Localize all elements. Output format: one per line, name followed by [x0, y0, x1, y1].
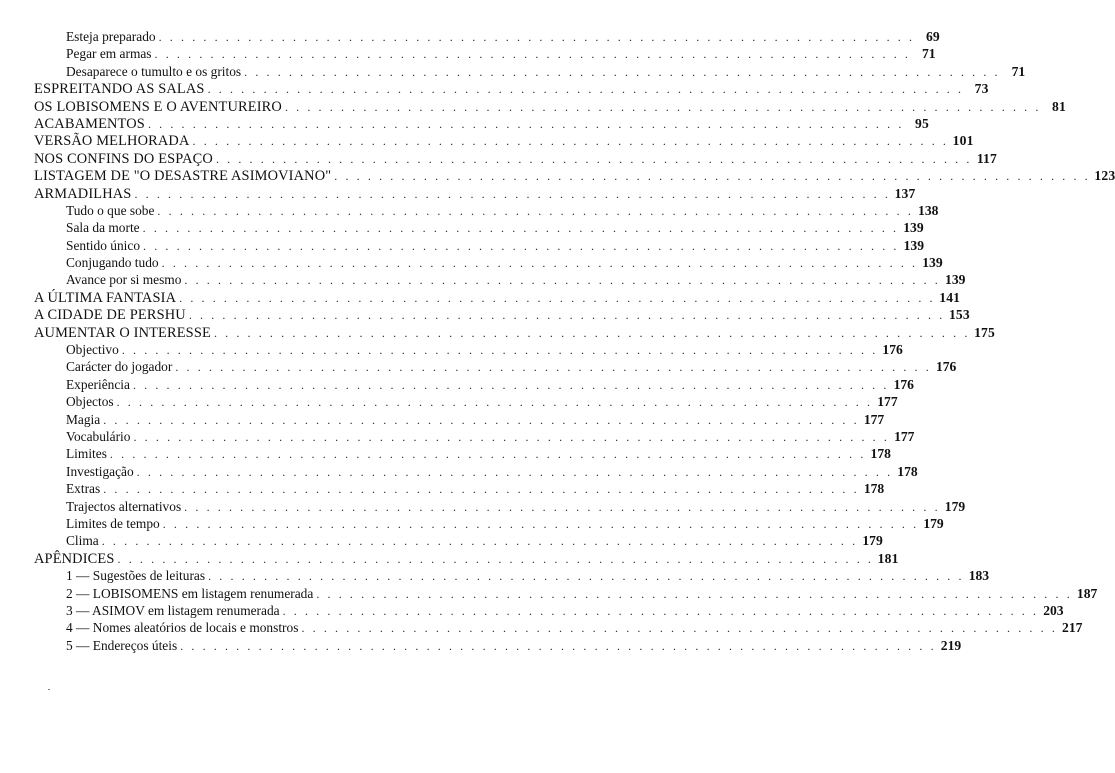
toc-page-number: 117	[976, 150, 997, 166]
toc-section-entry	[34, 585, 1098, 602]
toc-page-number: 141	[939, 289, 961, 305]
toc-dot-leader: . . . . . . . . . . . . . . . . . . . . . . . . . . . . . . . . . . . . . . . . . . . . . . . . . . . . . . . . . . . . . . . . . . . .	[180, 638, 937, 653]
toc-section-entry	[34, 445, 891, 462]
toc-entry-title: Objectos	[66, 394, 114, 410]
toc-entry-title: Investigação	[66, 463, 134, 479]
toc-section-entry	[34, 271, 966, 288]
toc-dot-leader: . . . . . . . . . . . . . . . . . . . . . . . . . . . . . . . . . . . . . . . . . . . . . . . . . . . . . . . . . . . . . . . . . . . .	[103, 412, 860, 427]
toc-dot-leader: . . . . . . . . . . . . . . . . . . . . . . . . . . . . . . . . . . . . . . . . . . . . . . . . . . . . . . . . . . . . . . . . . . . .	[136, 464, 893, 479]
toc-entry-title: Tudo o que sobe	[66, 202, 155, 218]
toc-page-number: 177	[894, 428, 915, 444]
toc-page-number: 178	[863, 481, 885, 497]
toc-page-number: 73	[974, 81, 989, 97]
toc-section-entry	[34, 376, 914, 393]
toc-section-entry	[34, 428, 915, 445]
toc-entry-title: Experiência	[66, 376, 130, 392]
toc-section-entry	[34, 480, 885, 497]
toc-dot-leader: . . . . . . . . . . . . . . . . . . . . . . . . . . . . . . . . . . . . . . . . . . . . . . . . . . . . . . . . . . . . . . . . . . . .	[316, 586, 1073, 601]
toc-page-number: 176	[893, 376, 914, 392]
toc-dot-leader: . . . . . . . . . . . . . . . . . . . . . . . . . . . . . . . . . . . . . . . . . . . . . . . . . . . . . . . . . . . . . . . . . . . .	[117, 551, 874, 566]
toc-chapter-entry	[34, 115, 929, 132]
toc-entry-title: LISTAGEM DE "O DESASTRE ASIMOVIANO"	[34, 168, 332, 185]
toc-entry-title: VERSÃO MELHORADA	[34, 133, 190, 150]
toc-dot-leader: . . . . . . . . . . . . . . . . . . . . . . . . . . . . . . . . . . . . . . . . . . . . . . . . . . . . . . . . . . . . . . . . . . . .	[175, 360, 932, 375]
toc-section-entry	[34, 237, 925, 254]
toc-dot-leader: . . . . . . . . . . . . . . . . . . . . . . . . . . . . . . . . . . . . . . . . . . . . . . . . . . . . . . . . . . . . . . . . . . . .	[116, 395, 873, 410]
toc-dot-leader: . . . . . . . . . . . . . . . . . . . . . . . . . . . . . . . . . . . . . . . . . . . . . . . . . . . . . . . . . . . . . . . . . . . .	[188, 308, 945, 323]
toc-dot-leader: . . . . . . . . . . . . . . . . . . . . . . . . . . . . . . . . . . . . . . . . . . . . . . . . . . . . . . . . . . . . . . . . . . . .	[301, 621, 1058, 636]
toc-entry-title: 4 — Nomes aleatórios de locais e monstros	[66, 620, 299, 636]
toc-dot-leader: . . . . . . . . . . . . . . . . . . . . . . . . . . . . . . . . . . . . . . . . . . . . . . . . . . . . . . . . . . . . . . . . . . . .	[132, 377, 889, 392]
toc-dot-leader: . . . . . . . . . . . . . . . . . . . . . . . . . . . . . . . . . . . . . . . . . . . . . . . . . . . . . . . . . . . . . . . . . . . .	[282, 603, 1039, 618]
toc-section-entry	[34, 202, 939, 219]
toc-dot-leader: . . . . . . . . . . . . . . . . . . . . . . . . . . . . . . . . . . . . . . . . . . . . . . . . . . . . . . . . . . . . . . . . . . . .	[244, 64, 1001, 79]
toc-dot-leader: . . . . . . . . . . . . . . . . . . . . . . . . . . . . . . . . . . . . . . . . . . . . . . . . . . . . . . . . . . . . . . . . . . . .	[162, 516, 919, 531]
toc-entry-title: ARMADILHAS	[34, 185, 132, 202]
toc-section-entry	[34, 45, 936, 62]
toc-dot-leader: . . . . . . . . . . . . . . . . . . . . . . . . . . . . . . . . . . . . . . . . . . . . . . . . . . . . . . . . . . . . . . . . . . . .	[158, 30, 915, 44]
toc-page-number: 139	[922, 255, 943, 271]
toc-page-number: 71	[921, 46, 936, 62]
toc-page-number: 176	[935, 359, 957, 375]
toc-entry-title: Magia	[66, 411, 101, 427]
toc-dot-leader: . . . . . . . . . . . . . . . . . . . . . . . . . . . . . . . . . . . . . . . . . . . . . . . . . . . . . . . . . . . . . . . . . . . .	[213, 325, 970, 340]
toc-dot-leader: . . . . . . . . . . . . . . . . . . . . . . . . . . . . . . . . . . . . . . . . . . . . . . . . . . . . . . . . . . . . . . . . . . . .	[134, 186, 891, 201]
toc-section-entry	[34, 602, 1064, 619]
toc-section-entry	[34, 567, 990, 584]
toc-chapter-entry	[34, 80, 989, 98]
toc-page-number: 181	[877, 550, 899, 566]
toc-page-number: 217	[1062, 620, 1083, 636]
toc-entry-title: Carácter do jogador	[66, 359, 173, 375]
toc-section-entry	[34, 515, 944, 532]
page-speck	[48, 689, 50, 690]
toc-page-number: 123	[1094, 168, 1115, 184]
toc-page-number: 178	[897, 463, 918, 479]
toc-page-number: 139	[903, 220, 924, 236]
toc-section-entry	[34, 532, 883, 549]
toc-entry-title: ESPREITANDO AS SALAS	[34, 81, 205, 98]
toc-page-number: 137	[894, 185, 916, 201]
toc-dot-leader: . . . . . . . . . . . . . . . . . . . . . . . . . . . . . . . . . . . . . . . . . . . . . . . . . . . . . . . . . . . . . . . . . . . .	[207, 82, 964, 97]
toc-page-number: 177	[877, 394, 898, 410]
toc-section-entry	[34, 254, 943, 271]
toc-page-number: 183	[968, 568, 990, 584]
toc-entry-title: Vocabulário	[66, 428, 131, 444]
toc-chapter-entry	[34, 185, 916, 202]
toc-dot-leader: . . . . . . . . . . . . . . . . . . . . . . . . . . . . . . . . . . . . . . . . . . . . . . . . . . . . . . . . . . . . . . . . . . . .	[179, 290, 936, 305]
toc-entry-title: APÊNDICES	[34, 550, 115, 567]
toc-page-number: 175	[974, 324, 995, 340]
toc-entry-title: NOS CONFINS DO ESPAÇO	[34, 150, 213, 167]
toc-entry-title: A CIDADE DE PERSHU	[34, 307, 186, 324]
toc-entry-title: Limites	[66, 446, 107, 462]
toc-page-number: 187	[1076, 585, 1098, 601]
toc-dot-leader: . . . . . . . . . . . . . . . . . . . . . . . . . . . . . . . . . . . . . . . . . . . . . . . . . . . . . . . . . . . . . . . . . . . .	[161, 256, 918, 271]
toc-page-number: 81	[1052, 98, 1066, 114]
toc-dot-leader: . . . . . . . . . . . . . . . . . . . . . . . . . . . . . . . . . . . . . . . . . . . . . . . . . . . . . . . . . . . . . . . . . . . .	[192, 134, 949, 149]
toc-section-entry	[34, 358, 957, 375]
toc-entry-title: 5 — Endereços úteis	[66, 637, 178, 653]
toc-dot-leader: . . . . . . . . . . . . . . . . . . . . . . . . . . . . . . . . . . . . . . . . . . . . . . . . . . . . . . . . . . . . . . . . . . . .	[142, 221, 899, 236]
toc-section-entry	[34, 463, 918, 480]
toc-chapter-entry	[34, 306, 970, 324]
toc-entry-title: 1 — Sugestões de leituras	[66, 568, 206, 584]
toc-page-number: 219	[940, 637, 962, 653]
toc-entry-title: Desaparece o tumulto e os gritos	[66, 63, 242, 79]
toc-section-entry	[34, 619, 1083, 636]
toc-entry-title: AUMENTAR O INTERESSE	[34, 324, 211, 341]
toc-page-number: 203	[1043, 602, 1064, 618]
toc-page-number: 71	[1011, 63, 1026, 79]
toc-section-entry	[34, 219, 924, 236]
toc-page-number: 177	[863, 411, 885, 427]
toc-entry-title: 3 — ASIMOV em listagem renumerada	[66, 602, 280, 618]
toc-entry-title: Objectivo	[66, 342, 119, 358]
toc-page-number: 69	[926, 29, 940, 44]
toc-section-entry	[34, 411, 885, 428]
toc-dot-leader: . . . . . . . . . . . . . . . . . . . . . . . . . . . . . . . . . . . . . . . . . . . . . . . . . . . . . . . . . . . . . . . . . . . .	[103, 482, 860, 497]
toc-page-number: 138	[918, 202, 939, 218]
toc-page-number: 139	[945, 272, 966, 288]
toc-dot-leader: . . . . . . . . . . . . . . . . . . . . . . . . . . . . . . . . . . . . . . . . . . . . . . . . . . . . . . . . . . . . . . . . . . . .	[109, 447, 866, 462]
toc-entry-title: Esteja preparado	[66, 29, 156, 44]
toc-chapter-entry	[34, 550, 899, 567]
toc-dot-leader: . . . . . . . . . . . . . . . . . . . . . . . . . . . . . . . . . . . . . . . . . . . . . . . . . . . . . . . . . . . . . . . . . . . .	[147, 116, 904, 131]
toc-entry-title: OS LOBISOMENS E O AVENTUREIRO	[34, 98, 282, 115]
toc-entry-title: Extras	[66, 481, 101, 497]
toc-dot-leader: . . . . . . . . . . . . . . . . . . . . . . . . . . . . . . . . . . . . . . . . . . . . . . . . . . . . . . . . . . . . . . . . . . . .	[334, 169, 1091, 184]
toc-entry-title: A ÚLTIMA FANTASIA	[34, 289, 177, 306]
toc-dot-leader: . . . . . . . . . . . . . . . . . . . . . . . . . . . . . . . . . . . . . . . . . . . . . . . . . . . . . . . . . . . . . . . . . . . .	[101, 534, 858, 549]
toc-dot-leader: . . . . . . . . . . . . . . . . . . . . . . . . . . . . . . . . . . . . . . . . . . . . . . . . . . . . . . . . . . . . . . . . . . . .	[215, 151, 972, 166]
toc-dot-leader: . . . . . . . . . . . . . . . . . . . . . . . . . . . . . . . . . . . . . . . . . . . . . . . . . . . . . . . . . . . . . . . . . . . .	[143, 238, 900, 253]
toc-entry-title: Clima	[66, 533, 99, 549]
toc-dot-leader: . . . . . . . . . . . . . . . . . . . . . . . . . . . . . . . . . . . . . . . . . . . . . . . . . . . . . . . . . . . . . . . . . . . .	[133, 429, 890, 444]
toc-page-number: 179	[862, 533, 883, 549]
toc-entry-title: Sentido único	[66, 237, 141, 253]
toc-page-number: 179	[944, 498, 966, 514]
toc-section-entry	[34, 28, 940, 45]
toc-entry-title: Pegar em armas	[66, 46, 152, 62]
toc-dot-leader: . . . . . . . . . . . . . . . . . . . . . . . . . . . . . . . . . . . . . . . . . . . . . . . . . . . . . . . . . . . . . . . . . . . .	[184, 499, 941, 514]
table-of-contents	[34, 28, 1115, 654]
toc-section-entry	[34, 393, 898, 410]
toc-entry-title: 2 — LOBISOMENS em listagem renumerada	[66, 585, 314, 601]
toc-chapter-entry	[34, 324, 995, 341]
toc-section-entry	[34, 498, 966, 515]
toc-page-number: 153	[948, 307, 970, 323]
toc-dot-leader: . . . . . . . . . . . . . . . . . . . . . . . . . . . . . . . . . . . . . . . . . . . . . . . . . . . . . . . . . . . . . . . . . . . .	[121, 343, 878, 358]
toc-page-number: 101	[952, 133, 974, 149]
toc-chapter-entry	[34, 289, 961, 306]
toc-chapter-entry	[34, 167, 1115, 185]
toc-chapter-entry	[34, 132, 974, 150]
toc-entry-title: Trajectos alternativos	[66, 498, 182, 514]
toc-page-number: 139	[903, 237, 925, 253]
toc-dot-leader: . . . . . . . . . . . . . . . . . . . . . . . . . . . . . . . . . . . . . . . . . . . . . . . . . . . . . . . . . . . . . . . . . . . .	[154, 47, 911, 62]
toc-section-entry	[34, 637, 962, 654]
toc-page-number: 179	[923, 515, 944, 531]
toc-page-number: 176	[882, 342, 903, 358]
toc-entry-title: Avance por si mesmo	[66, 272, 182, 288]
toc-entry-title: Sala da morte	[66, 220, 140, 236]
toc-entry-title: Conjugando tudo	[66, 255, 159, 271]
toc-section-entry	[34, 63, 1026, 80]
toc-chapter-entry	[34, 98, 1066, 115]
toc-page-number: 178	[870, 446, 891, 462]
toc-dot-leader: . . . . . . . . . . . . . . . . . . . . . . . . . . . . . . . . . . . . . . . . . . . . . . . . . . . . . . . . . . . . . . . . . . . .	[184, 273, 941, 288]
toc-page-number: 95	[915, 115, 929, 131]
toc-dot-leader: . . . . . . . . . . . . . . . . . . . . . . . . . . . . . . . . . . . . . . . . . . . . . . . . . . . . . . . . . . . . . . . . . . . .	[284, 99, 1041, 114]
toc-entry-title: Limites de tempo	[66, 515, 160, 531]
toc-entry-title: ACABAMENTOS	[34, 115, 145, 132]
toc-section-entry	[34, 341, 903, 358]
toc-dot-leader: . . . . . . . . . . . . . . . . . . . . . . . . . . . . . . . . . . . . . . . . . . . . . . . . . . . . . . . . . . . . . . . . . . . .	[208, 569, 965, 584]
toc-chapter-entry	[34, 150, 997, 167]
toc-dot-leader: . . . . . . . . . . . . . . . . . . . . . . . . . . . . . . . . . . . . . . . . . . . . . . . . . . . . . . . . . . . . . . . . . . . .	[157, 203, 914, 218]
